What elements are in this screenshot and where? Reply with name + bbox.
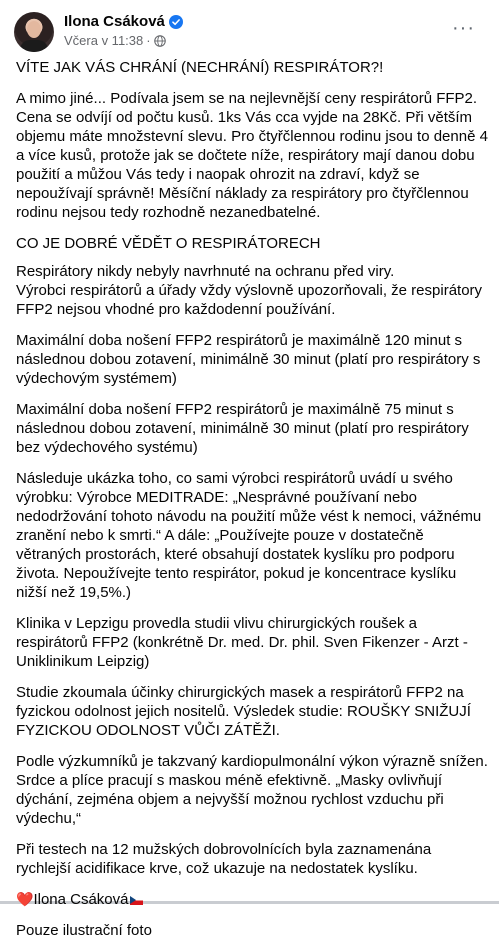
post-paragraph-4: Maximální doba nošení FFP2 respirátorů je maximálně 75 minut s následnou dobou zotavení, minimálně 30 minut (platí pro respirátory bez výdechového systému) — [16, 401, 469, 456]
meta-separator: · — [146, 33, 151, 48]
post-paragraph-2 — [16, 262, 490, 319]
globe-icon[interactable] — [154, 35, 166, 47]
post-body — [16, 58, 490, 952]
avatar-shirt — [20, 40, 48, 52]
photo-note: Pouze ilustrační foto — [16, 922, 152, 939]
signature-name: Ilona Csáková — [33, 891, 129, 908]
post-meta — [64, 33, 166, 48]
verified-badge-icon — [169, 15, 183, 29]
post-paragraph-9: Při testech na 12 mužských dobrovolnících byla zaznamenána rychlejší acidifikace krve, což ukazuje na nedostatek kyslíku. — [16, 841, 432, 877]
author-name[interactable]: Ilona Csáková — [64, 13, 165, 30]
avatar-face — [27, 21, 41, 38]
heart-icon: ❤️ — [16, 891, 34, 907]
post-signature — [16, 890, 490, 909]
post-title: VÍTE JAK VÁS CHRÁNÍ (NECHRÁNÍ) RESPIRÁTOR?! — [16, 59, 384, 76]
post-paragraph-1: A mimo jiné... Podívala jsem se na nejlevnější ceny respirátorů FFP2. Cena se odvíjí od počtu kusů. 1ks Vás cca vyjde na 28Kč. Při větším objemu máte množstevní slevu. Pro čtyřčlennou rodinu jsou to denně 4 a více kusů, protože jak se dočtete níže, respirátory mají danou dobu použití a můžou Vás tedy i naopak ohrozit na zdraví, když se nepoužívají správně! Měsíční náklady za respirátory pro čtyřčlennou rodinu nejsou tedy rozhodně nezanedbatelné. — [16, 90, 488, 221]
more-options-icon[interactable]: ··· — [452, 17, 475, 39]
post-timestamp[interactable]: Včera v 11:38 — [64, 33, 144, 48]
post-header — [14, 12, 489, 52]
post-paragraph-7: Studie zkoumala účinky chirurgických masek a respirátorů FFP2 na fyzickou odolnost jejich nositelů. Výsledek studie: ROUŠKY SNIŽUJÍ FYZICKOU ODOLNOST VŮČI ZÁTĚŽI. — [16, 684, 471, 739]
post-paragraph-2a: Respirátory nikdy nebyly navrhnuté na ochranu před viry. — [16, 263, 395, 280]
post-paragraph-5: Následuje ukázka toho, co sami výrobci respirátorů uvádí u svého výrobku: Výrobce MEDITRADE: „Nesprávné používaní nebo nedodržování tohoto návodu na použití může vést k nemoci, vážnému zranění nebo k smrti.“ A dále: „Používejte pouze v dostatečně větraných prostorách, které obsahují dostatek kyslíku pro podporu života. Nepoužívejte tento respirátor, pokud je koncentrace kyslíku nižší než 19,5%.) — [16, 470, 482, 601]
post-paragraph-8: Podle výzkumníků je takzvaný kardiopulmonální výkon výrazně snížen. Srdce a plíce pracují s maskou méně efektivně. „Masky ovlivňují dýchání, zejména objem a nejvyšší možnou rychlost vzduchu při výdechu,“ — [16, 753, 488, 827]
post-paragraph-2b: Výrobci respirátorů a úřady vždy výslovně upozorňovali, že respirátory FFP2 nejsou vhodné pro každodenní používání. — [16, 282, 483, 318]
author-avatar[interactable] — [14, 12, 54, 52]
author-line — [64, 13, 183, 30]
post-heading-2: CO JE DOBRÉ VĚDĚT O RESPIRÁTORECH — [16, 235, 321, 252]
post-paragraph-6: Klinika v Lepzigu provedla studii vlivu chirurgických roušek a respirátorů FFP2 (konkrétně Dr. med. Dr. phil. Sven Fikenzer - Arzt - Uniklinikum Leipzig) — [16, 615, 468, 670]
post-paragraph-3: Maximální doba nošení FFP2 respirátorů je maximálně 120 minut s následnou dobou zotavení, minimálně 30 minut (platí pro respirátory s výdechovým systémem) — [16, 332, 481, 387]
